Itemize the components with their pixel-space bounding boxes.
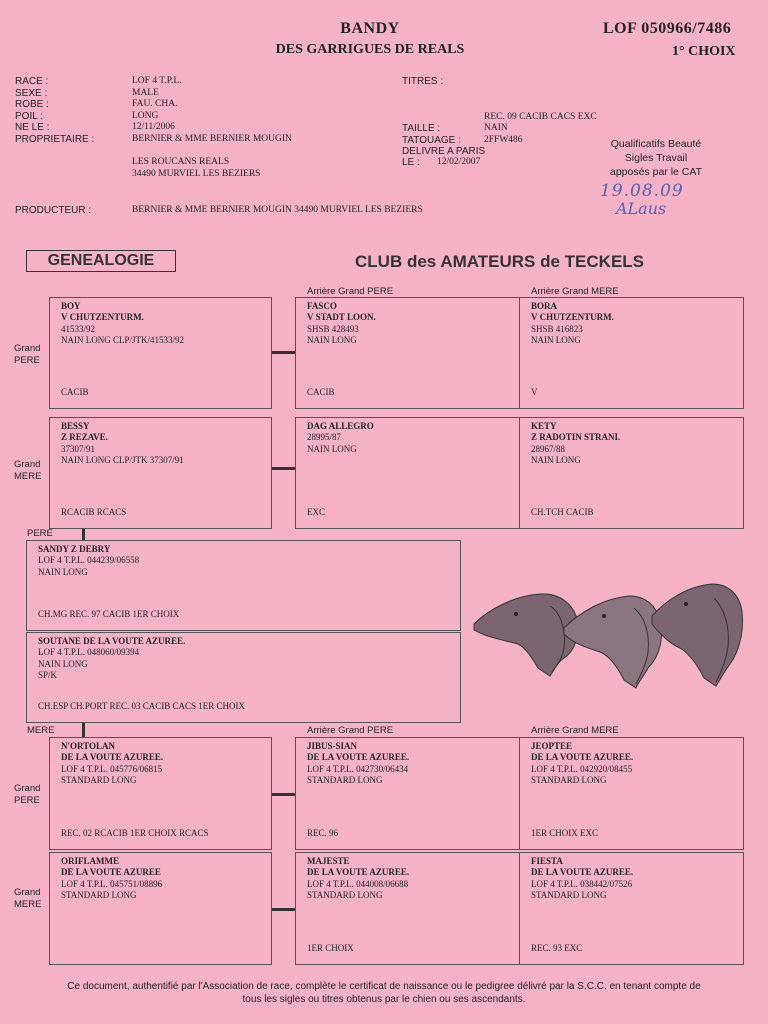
connector <box>272 467 295 470</box>
grand-word: Grand <box>14 783 41 794</box>
handwritten-signature: ALaus <box>616 199 667 218</box>
entry-type: NAIN LONG CLP/JTK 37307/91 <box>61 454 184 465</box>
entry-reg: 28967/88 <box>531 443 566 454</box>
entry-type: NAIN LONG <box>531 334 581 345</box>
address-line2: 34490 MURVIEL LES BEZIERS <box>132 168 261 179</box>
entry-titles: CACIB <box>307 386 335 397</box>
lof-number: LOF 050966/7486 <box>603 20 732 37</box>
pere-word: PERE <box>14 795 40 806</box>
entry-type: NAIN LONG <box>38 658 88 669</box>
entry-reg: LOF 4 T.P.L. 038442/07526 <box>531 878 633 889</box>
tatouage-label: TATOUAGE : <box>402 135 461 146</box>
entry-name: BESSY <box>61 421 90 431</box>
entry-name: DAG ALLEGRO <box>307 421 374 431</box>
connector <box>272 793 295 796</box>
dog-name: BANDY <box>340 20 400 37</box>
dam-gm-agp-box <box>295 852 520 965</box>
pere-word: PERE <box>14 355 40 366</box>
sire-gm-agp-box <box>295 417 520 529</box>
taille-label: TAILLE : <box>402 123 441 134</box>
genealogie-box: GENEALOGIE <box>26 250 176 272</box>
choix-label: 1° CHOIX <box>672 44 736 59</box>
sire-gm-agm-box <box>519 417 744 529</box>
entry-kennel: V STADT LOON. <box>307 312 376 323</box>
entry-kennel: DE LA VOUTE AZUREE. <box>307 752 410 763</box>
entry-name: BOY <box>61 301 81 311</box>
poil-label: POIL : <box>15 110 43 122</box>
entry-name: BORA <box>531 301 558 311</box>
entry-type: NAIN LONG <box>307 334 357 345</box>
proprietaire-label: PROPRIETAIRE : <box>15 133 95 145</box>
entry-reg: LOF 4 T.P.L. 048060/09394 <box>38 647 140 658</box>
sexe-value: MALE <box>132 87 159 98</box>
agm-header-top: Arrière Grand MERE <box>531 286 619 297</box>
entry-kennel: Z RADOTIN STRANI. <box>531 432 621 443</box>
pere-label: PERE <box>27 528 53 539</box>
entry-type: STANDARD LONG <box>61 774 137 785</box>
entry-titles: V <box>531 386 538 397</box>
footer-note <box>0 980 768 1006</box>
entry-name: SANDY Z DEBRY <box>38 544 111 554</box>
entry-titles: REC. 93 EXC <box>531 942 583 953</box>
tatouage-value: 2FFW486 <box>484 135 523 145</box>
grand-word: Grand <box>14 459 41 470</box>
entry-titles: CH.ESP CH.PORT REC. 03 CACIB CACS 1ER CHOIX <box>38 700 245 711</box>
grand-word: Grand <box>14 343 41 354</box>
entry-name: FIESTA <box>531 856 563 866</box>
taille-value: NAIN <box>484 123 508 133</box>
entry-name: SOUTANE DE LA VOUTE AZUREE. <box>38 636 186 646</box>
entry-type: STANDARD LONG <box>307 889 383 900</box>
address-line1: LES ROUCANS REALS <box>132 157 230 167</box>
entry-reg: LOF 4 T.P.L. 045776/06815 <box>61 763 163 774</box>
entry-type: NAIN LONG CLP/JTK/41533/92 <box>61 334 184 345</box>
poil-value: LONG <box>132 110 159 121</box>
entry-reg: 37307/91 <box>61 443 96 454</box>
agp-header-bottom: Arrière Grand PERE <box>307 725 394 736</box>
entry-type: STANDARD LONG <box>531 889 607 900</box>
qualif-line3: apposés par le CAT <box>609 166 703 178</box>
pere-box <box>26 540 461 631</box>
footer-line2: tous les sigles ou titres obtenus par le chien ou ses ascendants. <box>242 994 526 1005</box>
producteur-label: PRODUCTEUR : <box>15 205 92 216</box>
connector <box>272 351 295 354</box>
proprietaire-value: BERNIER & MME BERNIER MOUGIN <box>132 133 292 144</box>
info-labels <box>15 76 94 146</box>
titres-value: REC. 09 CACIB CACS EXC <box>484 112 597 122</box>
info-values <box>132 76 292 146</box>
mere-word: MERE <box>14 471 42 482</box>
entry-kennel: V CHUTZENTURM. <box>531 312 614 323</box>
dam-gp-agm-box <box>519 737 744 850</box>
entry-reg: LOF 4 T.P.L. 044008/06688 <box>307 878 409 889</box>
sire-gp-agm-box <box>519 297 744 409</box>
entry-kennel: DE LA VOUTE AZUREE. <box>531 752 634 763</box>
entry-reg: LOF 4 T.P.L. 044239/06558 <box>38 555 140 566</box>
entry-titles: CH.MG REC. 97 CACIB 1ER CHOIX <box>38 608 180 619</box>
entry-reg: LOF 4 T.P.L. 045751/08896 <box>61 878 163 889</box>
entry-name: JEOPTEE <box>531 741 573 751</box>
entry-name: MAJESTE <box>307 856 350 866</box>
le-value: 12/02/2007 <box>437 157 481 167</box>
sexe-label: SEXE : <box>15 87 48 99</box>
entry-name: FASCO <box>307 301 337 311</box>
agm-header-bottom: Arrière Grand MERE <box>531 725 619 736</box>
entry-name: JIBUS-SIAN <box>307 741 358 751</box>
owner-address <box>132 157 260 180</box>
qualif-line2: Sigles Travail <box>624 152 688 164</box>
grand-word: Grand <box>14 887 41 898</box>
entry-name: KETY <box>531 421 557 431</box>
entry-titles: CH.TCH CACIB <box>531 506 594 517</box>
entry-extra: SP/K <box>38 669 58 680</box>
mere-word: MERE <box>14 899 42 910</box>
entry-reg: SHSB 416823 <box>531 323 583 334</box>
entry-reg: LOF 4 T.P.L. 042920/08455 <box>531 763 633 774</box>
entry-titles: 1ER CHOIX <box>307 942 354 953</box>
mere-box <box>26 632 461 723</box>
entry-type: STANDARD LONG <box>307 774 383 785</box>
entry-kennel: DE LA VOUTE AZUREE. <box>531 867 634 878</box>
ne-le-value: 12/11/2006 <box>132 122 175 133</box>
entry-type: NAIN LONG <box>531 454 581 465</box>
mere-label: MERE <box>27 725 55 736</box>
entry-kennel: Z REZAVE. <box>61 432 108 443</box>
entry-kennel: V CHUTZENTURM. <box>61 312 144 323</box>
entry-reg: 41533/92 <box>61 323 96 334</box>
entry-titles: CACIB <box>61 386 89 397</box>
entry-type: STANDARD LONG <box>61 889 137 900</box>
entry-kennel: DE LA VOUTE AZUREE <box>61 867 161 878</box>
entry-titles: REC. 96 <box>307 827 339 838</box>
entry-titles: 1ER CHOIX EXC <box>531 827 598 838</box>
dachshund-illustration <box>468 572 748 692</box>
ne-le-label: NE LE : <box>15 122 50 134</box>
sire-grand-mere-label <box>14 459 41 483</box>
footer-line1: Ce document, authentifié par l'Association de race, complète le certificat de naissance ou le pedigree délivré par la S.C.C. en tenant compte de <box>67 981 701 992</box>
entry-titles: REC. 02 RCACIB 1ER CHOIX RCACS <box>61 827 209 838</box>
kennel-name: DES GARRIGUES DE REALS <box>275 42 465 57</box>
handwritten-date: 19.08.09 <box>600 181 684 201</box>
entry-titles: EXC <box>307 506 325 517</box>
entry-reg: 28995/87 <box>307 432 342 443</box>
entry-type: STANDARD LONG <box>531 774 607 785</box>
club-title: CLUB des AMATEURS de TECKELS <box>355 252 645 271</box>
dam-grandfather-box <box>49 737 272 850</box>
connector <box>272 908 295 911</box>
sire-grandmother-box <box>49 417 272 529</box>
le-label: LE : <box>402 157 420 168</box>
dam-grandmother-box <box>49 852 272 965</box>
entry-titles: RCACIB RCACS <box>61 506 127 517</box>
qualif-line1: Qualificatifs Beauté <box>610 138 702 150</box>
dam-grand-mere-label <box>14 887 41 911</box>
delivre-label: DELIVRE A PARIS <box>402 146 486 157</box>
connector <box>82 723 85 737</box>
entry-reg: SHSB 428493 <box>307 323 359 334</box>
race-label: RACE : <box>15 76 49 87</box>
entry-type: NAIN LONG <box>307 443 357 454</box>
producteur-value: BERNIER & MME BERNIER MOUGIN 34490 MURVIEL LES BEZIERS <box>132 205 423 215</box>
entry-name: N'ORTOLAN <box>61 741 116 751</box>
entry-name: ORIFLAMME <box>61 856 119 866</box>
entry-kennel: DE LA VOUTE AZUREE. <box>61 752 164 763</box>
dam-gp-agp-box <box>295 737 520 850</box>
sire-grand-pere-label <box>14 343 40 367</box>
entry-type: NAIN LONG <box>38 566 88 577</box>
entry-kennel: DE LA VOUTE AZUREE. <box>307 867 410 878</box>
agp-header-top: Arrière Grand PERE <box>307 286 394 297</box>
race-value: LOF 4 T.P.L. <box>132 76 182 86</box>
dam-gm-agm-box <box>519 852 744 965</box>
titres-label: TITRES : <box>402 76 444 87</box>
robe-label: ROBE : <box>15 99 49 111</box>
entry-reg: LOF 4 T.P.L. 042730/06434 <box>307 763 409 774</box>
robe-value: FAU. CHA. <box>132 99 178 110</box>
sire-gp-agp-box <box>295 297 520 409</box>
sire-grandfather-box <box>49 297 272 409</box>
dam-grand-pere-label <box>14 783 40 807</box>
qualif-stamp <box>600 137 712 179</box>
